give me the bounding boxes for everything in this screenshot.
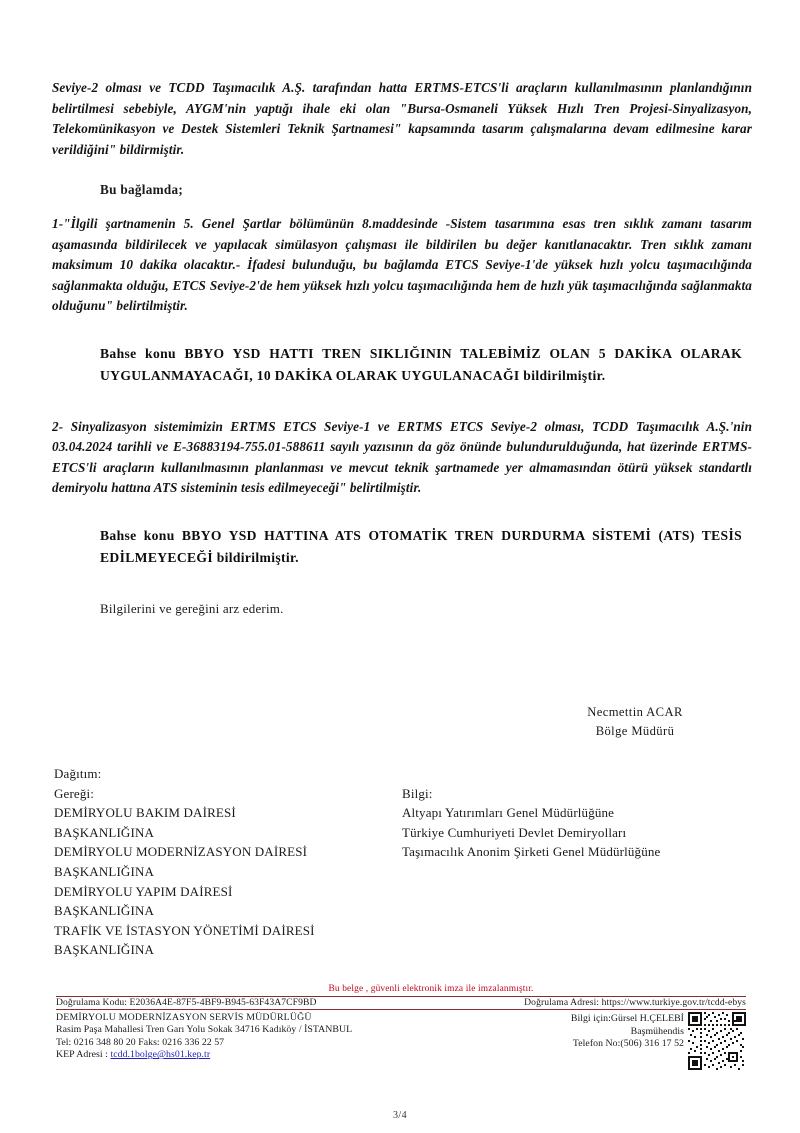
- kep-label: KEP Adresi :: [56, 1049, 108, 1061]
- emphasis-block-train-frequency: Bahse konu BBYO YSD HATTI TREN SIKLIĞININ TALEBİMİZ OLAN 5 DAKİKA OLARAK UYGULANMAYACAĞI, 10 DAKİKA OLARAK UYGULANACAĞI bildirilmiştir.: [100, 345, 742, 383]
- list-item: BAŞKANLIĞINA: [54, 903, 155, 919]
- closing-regards: Bilgilerini ve gereğini arz ederim.: [100, 600, 284, 616]
- kep-row: [56, 1049, 352, 1061]
- lead-in-text: Bu bağlamda;: [100, 182, 184, 197]
- contact-phone: Telefon No:(506) 316 17 52: [572, 1038, 684, 1050]
- list-item: DEMİRYOLU YAPIM DAİRESİ: [54, 883, 233, 899]
- kep-address-link[interactable]: tcdd.1bolge@hs01.kep.tr: [110, 1049, 211, 1061]
- list-item: TRAFİK VE İSTASYON YÖNETİMİ DAİRESİ: [54, 922, 315, 938]
- signer-title: Bölge Müdürü: [595, 724, 675, 738]
- footer-contact-info: [571, 1012, 746, 1070]
- gereg-heading: Gereği:: [54, 785, 95, 801]
- verification-row: [56, 997, 746, 1009]
- list-item: BAŞKANLIĞINA: [54, 824, 155, 840]
- list-item: Altyapı Yatırımları Genel Müdürlüğüne: [402, 805, 615, 821]
- emphasis-block-ats-system: Bahse konu BBYO YSD HATTINA ATS OTOMATİK TREN DURDURMA SİSTEMİ (ATS) TESİS EDİLMEYECEĞİ bildirilmiştir.: [100, 527, 742, 565]
- paragraph-item-1: 1-"İlgili şartnamenin 5. Genel Şartlar bölümünün 8.maddesinde -Sistem tasarımına esas tren sıklık zamanı tasarım aşamasında bildirilecek ve yapılacak simülasyon çalışması ile bildirilen bu değer kanıtlanacaktır. Tren sıklık zamanı maksimum 10 dakika olacaktır.- İfadesi bulunduğu, bu bağlamda ETCS Seviye-1'de yüksek hızlı yolcu taşımacılığında sağlanmakta olduğu, ETCS Seviye-2'de hem yüksek hızlı yolcu taşımacılığında hem de hızlı yük taşımacılığında sağlanmakta olduğunu" belirtilmiştir.: [52, 216, 752, 313]
- page-number: 3/4: [393, 1110, 407, 1121]
- paragraph-item-2: 2- Sinyalizasyon sistemimizin ERTMS ETCS Seviye-1 ve ERTMS ETCS Seviye-2 olması, TCDD Taşımacılık A.Ş.'nin 03.04.2024 tarihli ve E-36883194-755.01-588611 sayılı yazısının da göz önünde bulundurulduğunda, hat üzerinde ERTMS-ETCS'li araçların kullanılmasının planlanması ve mevcut teknik şartnamede yer almamasından ötürü yüksek standartlı demiryolu hattına ATS sisteminin tesis edilmeyeceği" belirtilmiştir.: [52, 418, 752, 495]
- office-address: Rasim Paşa Mahallesi Tren Garı Yolu Sokak 34716 Kadıköy / İSTANBUL: [56, 1024, 353, 1036]
- distribution-block: [54, 764, 754, 960]
- qr-code[interactable]: [688, 1012, 746, 1070]
- distribution-column-gereg: [54, 784, 402, 960]
- list-item: BAŞKANLIĞINA: [54, 942, 155, 958]
- list-item: DEMİRYOLU BAKIM DAİRESİ: [54, 805, 236, 821]
- distribution-heading: Dağıtım:: [54, 766, 102, 781]
- list-item: DEMİRYOLU MODERNİZASYON DAİRESİ: [54, 844, 308, 860]
- office-name: DEMİRYOLU MODERNİZASYON SERVİS MÜDÜRLÜĞÜ: [56, 1012, 312, 1023]
- contact-title: Başmühendis: [630, 1025, 684, 1037]
- list-item: Türkiye Cumhuriyeti Devlet Demiryolları: [402, 824, 627, 840]
- contact-person: Bilgi için:Gürsel H.ÇELEBİ: [570, 1013, 684, 1024]
- electronic-signature-note: Bu belge , güvenli elektronik imza ile imzalanmıştır.: [328, 984, 534, 994]
- document-body: [52, 78, 752, 619]
- list-item: BAŞKANLIĞINA: [54, 863, 155, 879]
- signature-block: [520, 703, 750, 741]
- office-phone: Tel: 0216 348 80 20 Faks: 0216 336 22 57: [56, 1036, 225, 1048]
- paragraph-continuation: Seviye-2 olması ve TCDD Taşımacılık A.Ş. tarafından hatta ERTMS-ETCS'li araçların kullanılmasının planlandığının belirtilmesi sebebiyle, AYGM'nin yaptığı ihale eki olan "Bursa-Osmaneli Yüksek Hızlı Tren Projesi-Sinyalizasyon, Telekomünikasyon ve Destek Sistemleri Teknik Şartnamesi" kapsamında tasarım çalışmalarına devam edilmesine karar verildiğini" bildirmiştir.: [52, 80, 752, 157]
- distribution-column-bilgi: [402, 784, 752, 960]
- verification-address[interactable]: Doğrulama Adresi: https://www.turkiye.gov.tr/tcdd-ebys: [524, 997, 746, 1008]
- bilgi-heading: Bilgi:: [402, 785, 433, 801]
- document-footer: [56, 984, 746, 1070]
- signer-name: Necmettin ACAR: [587, 705, 683, 719]
- list-item: Taşımacılık Anonim Şirketi Genel Müdürlüğüne: [402, 844, 661, 860]
- footer-office-info: [56, 1012, 352, 1070]
- verification-code: Doğrulama Kodu: E2036A4E-87F5-4BF9-B945-63F43A7CF9BD: [56, 997, 317, 1008]
